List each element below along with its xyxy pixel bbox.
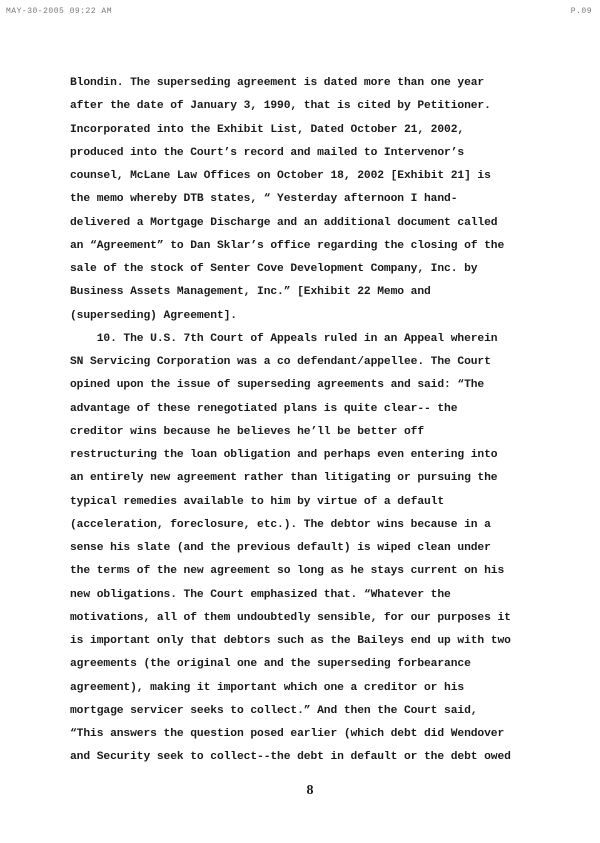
text-line: the memo whereby DTB states, “ Yesterday afternoon I hand- xyxy=(70,193,458,206)
text-line: new obligations. The Court emphasized that. “Whatever the xyxy=(70,588,451,601)
fax-timestamp: MAY-30-2005 09:22 AM xyxy=(6,7,113,16)
text-line: creditor wins because he believes he’ll be better off xyxy=(70,425,424,438)
text-line: 10. The U.S. 7th Court of Appeals ruled in an Appeal wherein xyxy=(70,332,498,345)
text-line: SN Servicing Corporation was a co defendant/appellee. The Court xyxy=(70,356,491,368)
text-line: sense his slate (and the previous default) is wiped clean under xyxy=(70,542,491,554)
text-line: sale of the stock of Senter Cove Development Company, Inc. by xyxy=(70,263,478,275)
text-line: an entirely new agreement rather than litigating or pursuing the xyxy=(70,472,498,485)
text-line: typical remedies available to him by virtue of a default xyxy=(70,495,445,508)
text-line: Business Assets Management, Inc.” [Exhibit 22 Memo and xyxy=(70,286,431,299)
text-line: (superseding) Agreement]. xyxy=(70,309,237,322)
fax-header xyxy=(6,7,592,19)
text-line: motivations, all of them undoubtedly sensible, for our purposes it xyxy=(70,611,511,624)
text-line: advantage of these renegotiated plans is quite clear-- the xyxy=(70,402,458,415)
text-line: “This answers the question posed earlier (which debt did Wendover xyxy=(70,728,505,740)
fax-page-indicator: P.09 xyxy=(570,7,592,16)
text-line: agreement), making it important which one a creditor or his xyxy=(70,681,465,694)
text-line: produced into the Court’s record and mailed to Intervenor’s xyxy=(70,146,465,159)
text-line: counsel, McLane Law Offices on October 18, 2002 [Exhibit 21] is xyxy=(70,170,491,182)
text-line: agreements (the original one and the superseding forbearance xyxy=(70,658,471,671)
text-line: restructuring the loan obligation and perhaps even entering into xyxy=(70,449,498,461)
text-line: Incorporated into the Exhibit List, Dated October 21, 2002, xyxy=(70,123,465,136)
text-line: is important only that debtors such as the Baileys end up with two xyxy=(70,635,511,647)
text-line: mortgage servicer seeks to collect.” And then the Court said, xyxy=(70,704,478,717)
text-line: Blondin. The superseding agreement is dated more than one year xyxy=(70,77,485,89)
page-number: 8 xyxy=(306,783,314,798)
text-line: an “Agreement” to Dan Sklar’s office regarding the closing of the xyxy=(70,239,505,252)
text-line: opined upon the issue of superseding agreements and said: “The xyxy=(70,379,485,392)
text-line: and Security seek to collect--the debt in default or the debt owed xyxy=(70,751,511,764)
text-line: delivered a Mortgage Discharge and an additional document called xyxy=(70,216,498,229)
document-body xyxy=(70,72,550,770)
text-line: (acceleration, foreclosure, etc.). The debtor wins because in a xyxy=(70,518,491,531)
text-line: the terms of the new agreement so long as he stays current on his xyxy=(70,565,505,578)
text-line: after the date of January 3, 1990, that is cited by Petitioner. xyxy=(70,100,491,113)
